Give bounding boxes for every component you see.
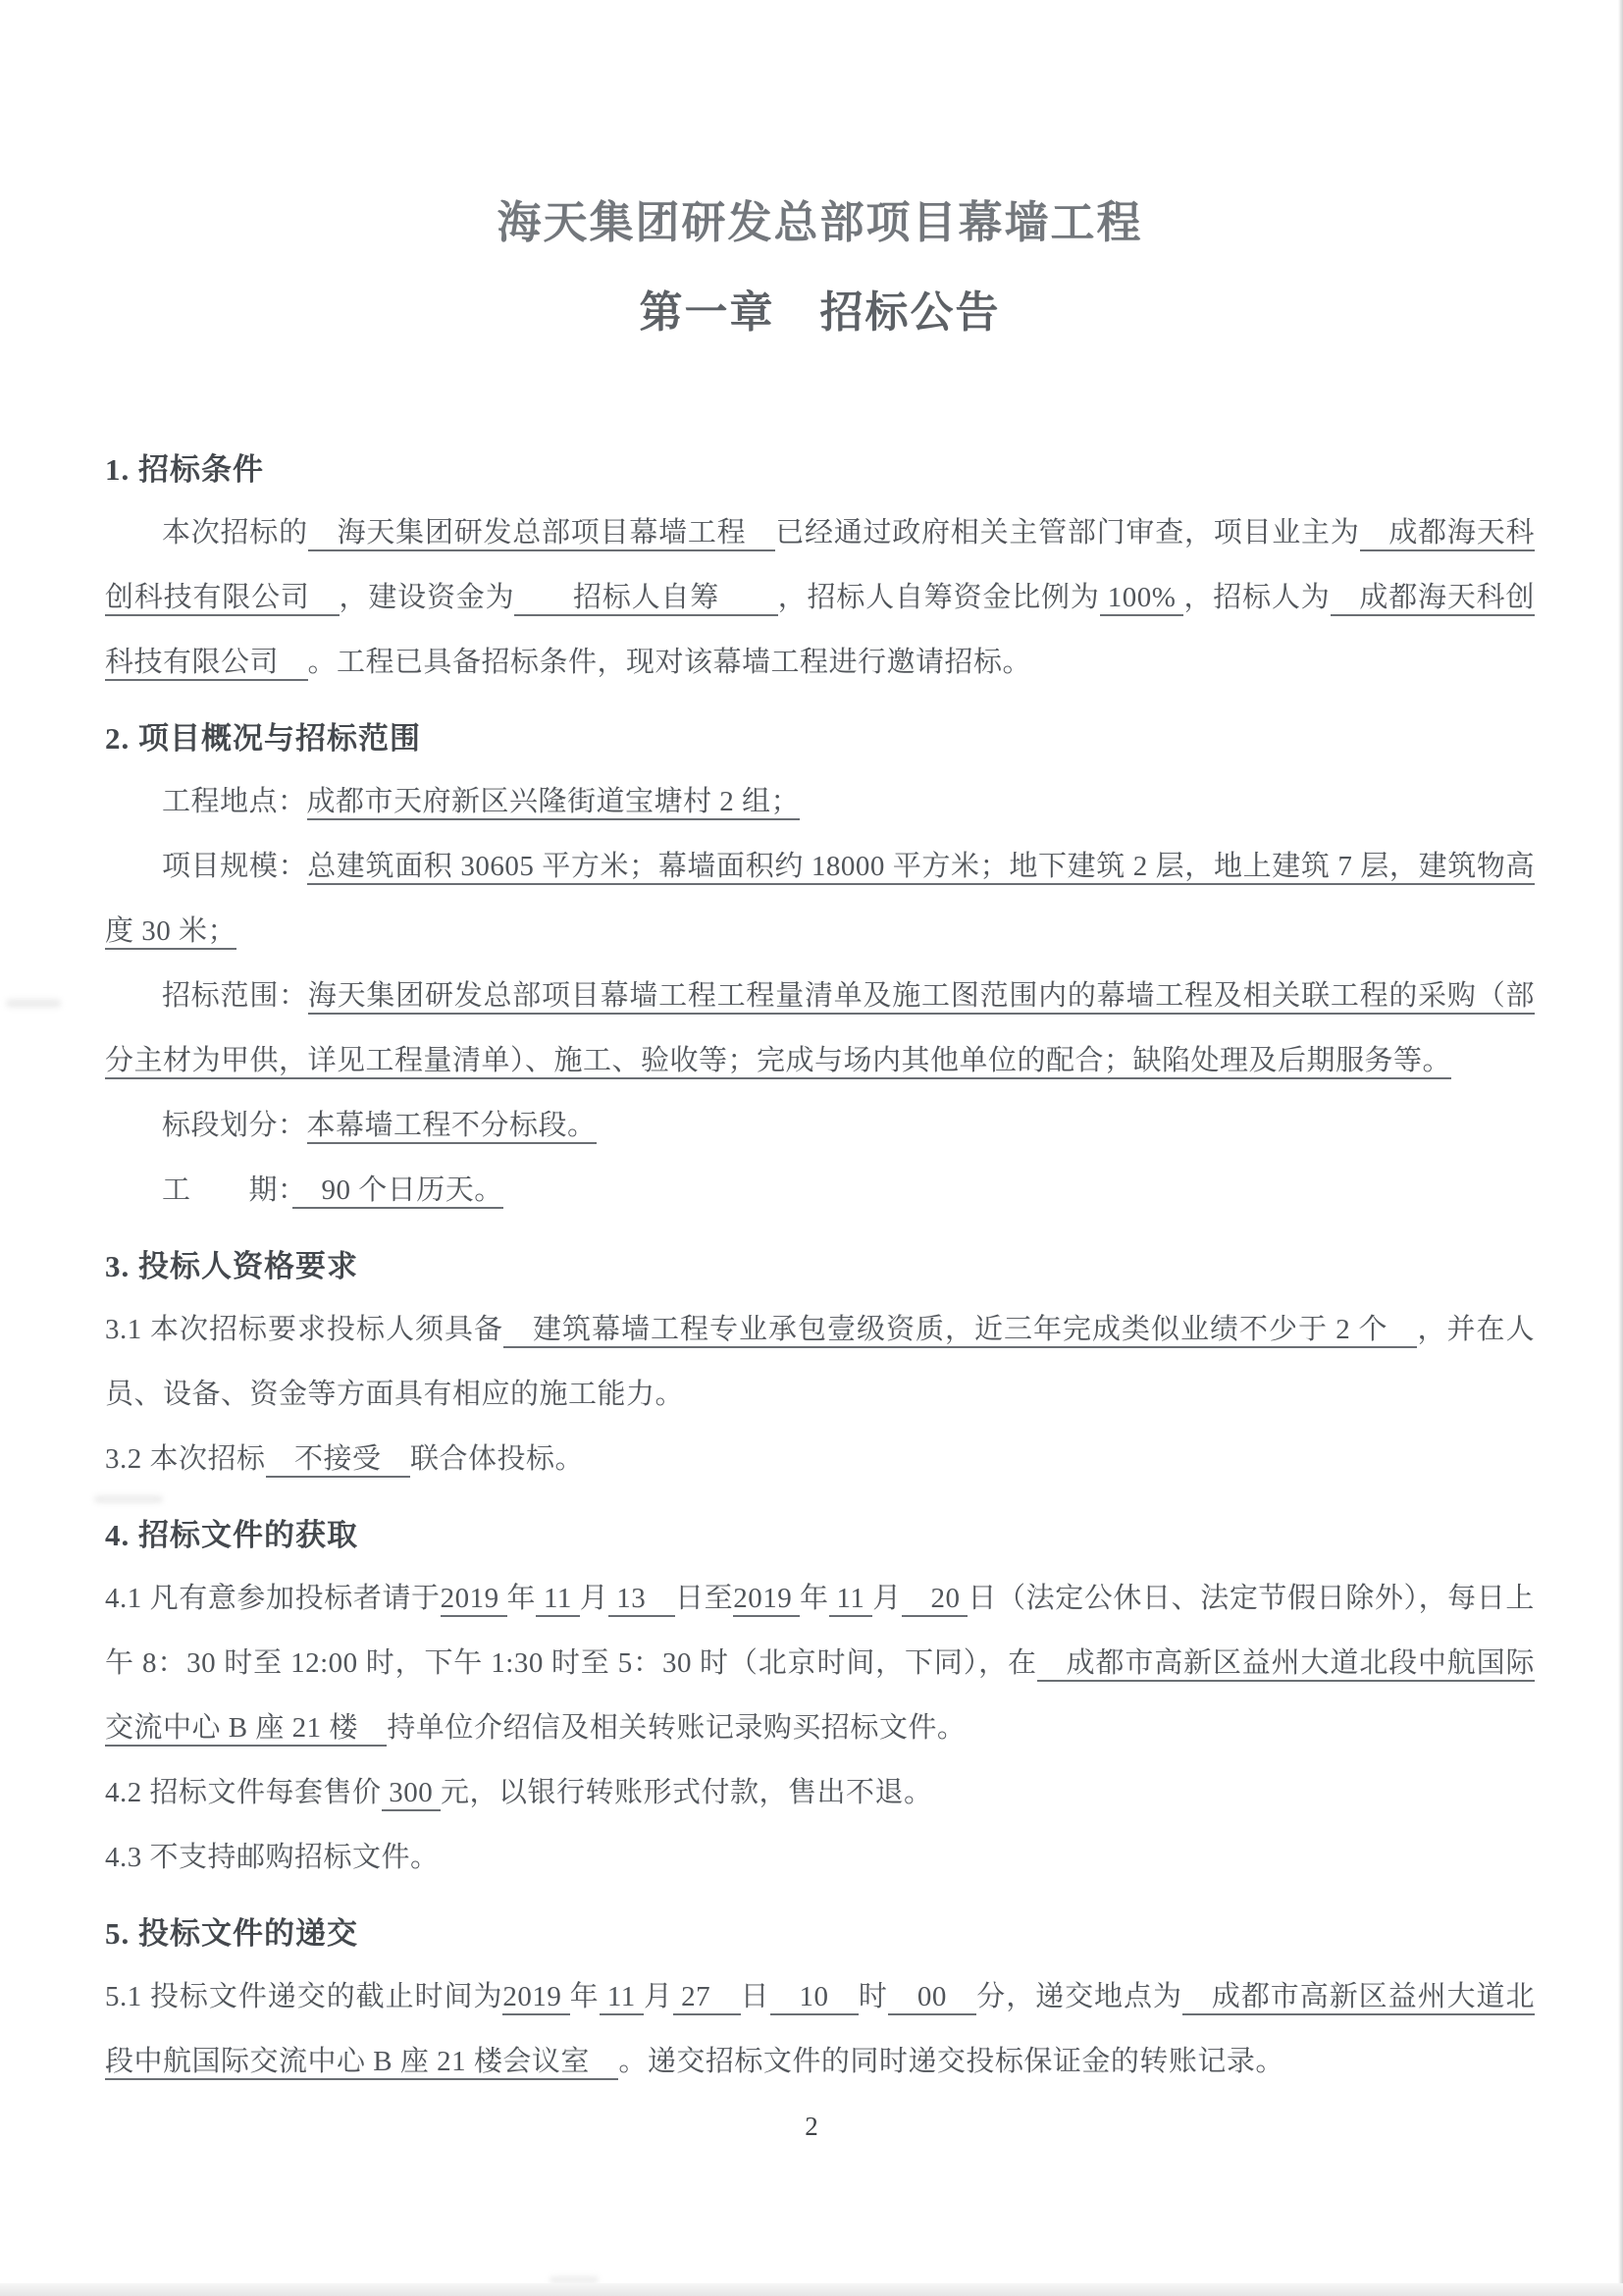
text-run: 已经通过政府相关主管部门审查，项目业主为: [775, 517, 1360, 548]
text-run: 年: [800, 1583, 829, 1614]
text-run: 月: [872, 1583, 902, 1614]
scan-smudge: [94, 1495, 163, 1503]
fill-in-tenderer: 成都海天科创科技有限公司: [105, 582, 1535, 681]
fill-in-funding-source: 招标人自筹: [514, 582, 777, 616]
text-run: 分，递交地点为: [976, 1981, 1182, 2012]
text-run: 。递交招标文件的同时递交投标保证金的转账记录。: [618, 2046, 1284, 2077]
text-run: 年: [569, 1981, 600, 2012]
fill-in-end-year: 2019: [733, 1583, 800, 1617]
text-run: 时: [858, 1981, 888, 2012]
text-run: 联合体投标。: [410, 1443, 585, 1475]
chapter-heading: 第一章 招标公告: [639, 288, 1001, 337]
text-run: 3.2 本次招标: [105, 1443, 266, 1475]
fill-in-scope: 海天集团研发总部项目幕墙工程工程量清单及施工图范围内的幕墙工程及相关联工程的采购（部分主材为甲供，详见工程量清单）、施工、验收等；完成与场内其他单位的配合；缺陷处理及后期服务等。: [105, 980, 1535, 1079]
paragraph-4-3: [105, 1825, 1535, 1890]
section-heading-bidder-qualification: 3. 投标人资格要求: [105, 1249, 358, 1283]
fill-in-document-price: 300: [382, 1777, 442, 1811]
fill-in-deadline-day: 27: [673, 1981, 741, 2015]
paragraph-4-2: [105, 1760, 1535, 1825]
fill-in-submission-address: 成都市高新区益州大道北段中航国际交流中心 B 座 21 楼会议室: [105, 1981, 1535, 2080]
paragraph-tender-conditions: [105, 500, 1535, 695]
fill-in-duration: 90 个日历天。: [292, 1174, 503, 1209]
fill-in-self-funding-ratio: 100%: [1100, 582, 1184, 616]
paragraph-tender-scope: [105, 964, 1535, 1093]
text-run: ，建设资金为: [339, 582, 515, 613]
fill-in-end-day: 20: [902, 1583, 968, 1617]
fill-in-project-owner: 成都海天科创科技有限公司: [105, 517, 1535, 616]
section-heading-project-overview: 2. 项目概况与招标范围: [105, 721, 421, 756]
text-run: 4.3 不支持邮购招标文件。: [105, 1842, 440, 1873]
text-run: 5.1 投标文件递交的截止时间为: [105, 1981, 503, 2012]
paragraph-bid-section-division: [105, 1093, 1535, 1158]
paragraph-3-2: [105, 1427, 1535, 1491]
section-heading-document-acquisition: 4. 招标文件的获取: [105, 1518, 358, 1552]
fill-in-start-year: 2019: [441, 1583, 507, 1617]
fill-in-division: 本幕墙工程不分标段。: [307, 1110, 597, 1144]
field-label: 项目规模：: [162, 851, 308, 882]
fill-in-project-name: 海天集团研发总部项目幕墙工程: [308, 517, 775, 551]
fill-in-qualification: 建筑幕墙工程专业承包壹级资质，近三年完成类似业绩不少于 2 个: [503, 1314, 1417, 1348]
paragraph-5-1: [105, 1964, 1535, 2094]
field-label: 工程地点：: [162, 786, 307, 817]
text-run: 持单位介绍信及相关转账记录购买招标文件。: [387, 1712, 967, 1744]
paragraph-4-1: [105, 1566, 1535, 1760]
scan-edge-bottom: [0, 2283, 1623, 2296]
text-run: ，并在人员、设备、资金等方面具有相应的施工能力。: [105, 1314, 1535, 1410]
text-run: 4.1 凡有意参加投标者请于: [105, 1583, 441, 1614]
paragraph-3-1: [105, 1297, 1535, 1427]
text-run: 月: [643, 1981, 673, 2012]
fill-in-deadline-minute: 00: [888, 1981, 976, 2015]
text-run: 4.2 招标文件每套售价: [105, 1777, 382, 1808]
scan-smudge: [6, 999, 61, 1008]
text-run: 元，以银行转账形式付款，售出不退。: [441, 1777, 933, 1808]
text-run: 月: [579, 1583, 609, 1614]
text-run: ，招标人自筹资金比例为: [777, 582, 1100, 613]
field-label: 标段划分：: [162, 1110, 307, 1141]
field-label: 招标范围：: [162, 980, 308, 1012]
fill-in-purchase-address: 成都市高新区益州大道北段中航国际交流中心 B 座 21 楼: [105, 1647, 1535, 1747]
text-run: 日: [740, 1981, 770, 2012]
text-run: 。工程已具备招标条件，现对该幕墙工程进行邀请招标。: [307, 647, 1032, 678]
page-number: 2: [805, 2112, 818, 2141]
fill-in-deadline-month: 11: [600, 1981, 644, 2015]
section-heading-bid-submission: 5. 投标文件的递交: [105, 1916, 358, 1951]
text-run: 本次招标的: [162, 517, 308, 548]
fill-in-deadline-hour: 10: [770, 1981, 859, 2015]
fill-in-start-day: 13: [608, 1583, 675, 1617]
text-run: 年: [506, 1583, 537, 1614]
text-run: ，招标人为: [1183, 582, 1331, 613]
text-run: 3.1 本次招标要求投标人须具备: [105, 1314, 503, 1345]
fill-in-end-month: 11: [829, 1583, 873, 1617]
paragraph-project-location: [105, 769, 1535, 834]
fill-in-scale: 总建筑面积 30605 平方米；幕墙面积约 18000 平方米；地下建筑 2 层，地上建筑 7 层，建筑物高度 30 米；: [105, 851, 1535, 950]
scan-edge-right: [1618, 0, 1623, 2296]
paragraph-construction-period: [105, 1158, 1535, 1223]
field-label: 工 期：: [162, 1174, 293, 1206]
text-run: 日至: [674, 1583, 734, 1614]
document-title: 海天集团研发总部项目幕墙工程: [497, 198, 1143, 247]
fill-in-start-month: 11: [536, 1583, 580, 1617]
paragraph-project-scale: [105, 834, 1535, 964]
fill-in-deadline-year: 2019: [502, 1981, 569, 2015]
section-heading-tender-conditions: 1. 招标条件: [105, 452, 264, 487]
document-content: [0, 198, 1623, 2094]
fill-in-consortium-accepted: 不接受: [266, 1443, 411, 1478]
scan-smudge: [550, 2276, 599, 2283]
fill-in-location: 成都市天府新区兴隆街道宝塘村 2 组；: [307, 786, 801, 820]
text-run: 日（法定公休日、法定节假日除外），每日上午 8：30 时至 12:00 时，下午 1:30 时至 5：30 时（北京时间，下同），在: [105, 1583, 1535, 1679]
